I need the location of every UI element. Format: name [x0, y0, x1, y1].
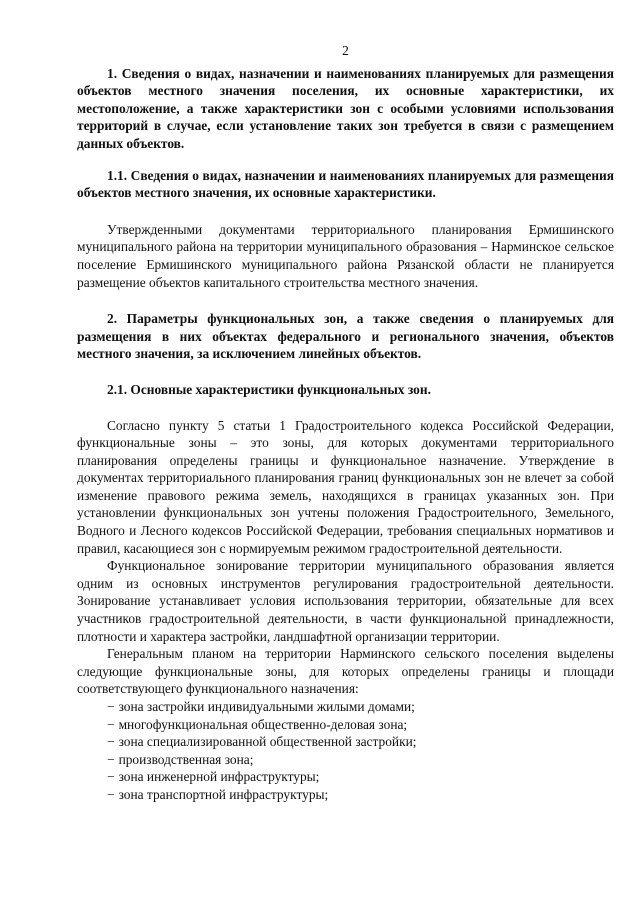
section-1-heading: 1. Сведения о видах, назначении и наименованиях планируемых для размещения объектов местного значения поселения, их основные характеристики, их местоположение, а также характеристики зон с особыми условиями использования территорий в случае, если установление таких зон требуется в связи с размещением данных объектов.: [77, 65, 614, 151]
zone-label: зона транспортной инфраструктуры;: [118, 786, 329, 802]
dash-marker: −: [107, 699, 115, 714]
zone-label: многофункциональная общественно-деловая зона;: [118, 716, 408, 732]
paragraph-functional-zones-definition: Согласно пункту 5 статьи 1 Градостроительного кодекса Российской Федерации, функциональные зоны – это зоны, для которых документами территориального планирования определены границы и функциональное назначение. Утверждение в документах территориального планирования границ функциональных зон не влечет за собой изменение правового режима земель, находящихся в границах указанных зон. При установлении функциональных зон учтены положения Градостроительного, Земельного, Водного и Лесного кодексов Российской Федерации, требования специальных нормативов и правил, касающиеся зон с нормируемым режимом градостроительной деятельности.: [77, 417, 614, 556]
zones-list: [77, 698, 614, 804]
dash-marker: −: [107, 769, 115, 785]
section-1-1-heading: 1.1. Сведения о видах, назначении и наименованиях планируемых для размещения объектов местного значения, их основные характеристики.: [77, 167, 614, 201]
dash-marker: −: [107, 786, 115, 802]
paragraph-functional-zoning: Функциональное зонирование территории муниципального образования является одним из основных инструментов регулирования градостроительной деятельности. Зонирование устанавливает условия использования территории, обязательные для всех участников градостроительной деятельности, в части функциональной принадлежности, плотности и характера застройки, ландшафтной организации территории.: [77, 558, 614, 644]
list-item: [107, 698, 614, 716]
zone-label: зона инженерной инфраструктуры;: [118, 769, 320, 785]
paragraph-general-plan-zones: Генеральным планом на территории Нарминского сельского поселения выделены следующие функциональные зоны, для которых определены границы и площади соответствующего функционального назначения:: [77, 646, 614, 697]
dash-marker: −: [107, 751, 115, 767]
document-page: [77, 42, 614, 804]
section-1-1-text: Утвержденными документами территориального планирования Ермишинского муниципального района на территории муниципального образования – Нарминское сельское поселение Ермишинского муниципального района Рязанской области не планируется размещение объектов капитального строительства местного значения.: [77, 221, 614, 290]
zone-label: зона застройки индивидуальными жилыми домами;: [118, 699, 415, 714]
section-2-heading: 2. Параметры функциональных зон, а также сведения о планируемых для размещения в них объектах федерального и регионального значения, объектов местного значения, за исключением линейных объектов.: [77, 311, 614, 362]
zone-label: производственная зона;: [118, 751, 254, 767]
page-number: 2: [342, 43, 349, 58]
list-item: [107, 716, 614, 734]
list-item: [107, 751, 614, 769]
list-item: [107, 786, 614, 804]
dash-marker: −: [107, 716, 115, 732]
list-item: [107, 768, 614, 786]
dash-marker: −: [107, 734, 115, 750]
list-item: [107, 733, 614, 751]
zone-label: зона специализированной общественной застройки;: [118, 734, 417, 750]
section-2-1-heading: 2.1. Основные характеристики функциональных зон.: [107, 381, 431, 397]
